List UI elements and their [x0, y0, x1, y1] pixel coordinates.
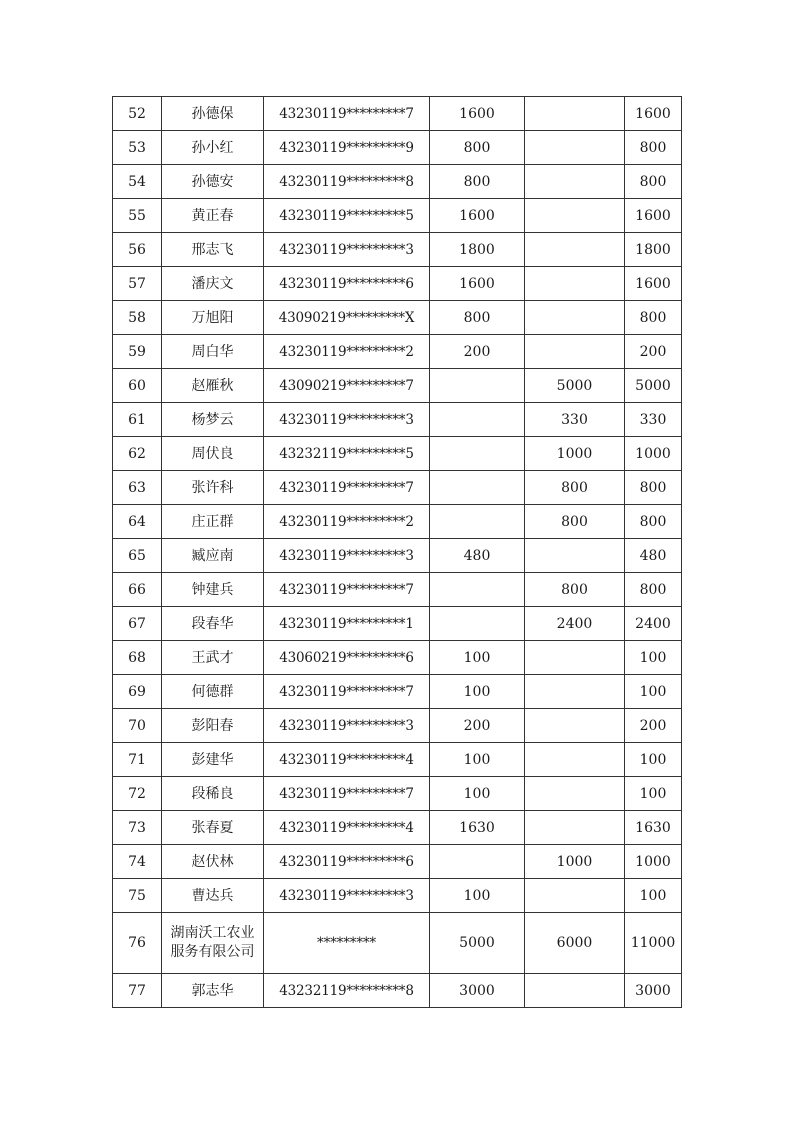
id-number-cell: 43230119*********3	[264, 709, 430, 743]
table-row	[113, 97, 682, 131]
row-number-cell: 53	[113, 131, 162, 165]
amount-b-cell	[525, 335, 625, 369]
row-number-cell: 63	[113, 471, 162, 505]
table-row	[113, 974, 682, 1008]
name-cell: 赵雁秋	[162, 369, 264, 403]
id-number-cell: 43232119*********5	[264, 437, 430, 471]
row-number-cell: 68	[113, 641, 162, 675]
total-cell: 1600	[625, 199, 682, 233]
table-row	[113, 301, 682, 335]
amount-a-cell	[430, 369, 525, 403]
total-cell: 2400	[625, 607, 682, 641]
total-cell: 800	[625, 301, 682, 335]
name-cell: 周白华	[162, 335, 264, 369]
table-row	[113, 539, 682, 573]
amount-a-cell: 3000	[430, 974, 525, 1008]
total-cell: 1600	[625, 267, 682, 301]
name-cell: 何德群	[162, 675, 264, 709]
amount-a-cell: 100	[430, 777, 525, 811]
row-number-cell: 71	[113, 743, 162, 777]
id-number-cell: 43230119*********6	[264, 267, 430, 301]
amount-a-cell: 200	[430, 335, 525, 369]
amount-b-cell	[525, 974, 625, 1008]
total-cell: 800	[625, 471, 682, 505]
id-number-cell: 43090219*********7	[264, 369, 430, 403]
row-number-cell: 65	[113, 539, 162, 573]
amount-b-cell: 2400	[525, 607, 625, 641]
table-row	[113, 811, 682, 845]
row-number-cell: 64	[113, 505, 162, 539]
id-number-cell: 43230119*********9	[264, 131, 430, 165]
id-number-cell: 43230119*********3	[264, 233, 430, 267]
name-cell: 孙小红	[162, 131, 264, 165]
id-number-cell: 43230119*********7	[264, 471, 430, 505]
table-row	[113, 879, 682, 913]
amount-b-cell: 1000	[525, 437, 625, 471]
table-row	[113, 131, 682, 165]
name-cell: 臧应南	[162, 539, 264, 573]
name-cell: 钟建兵	[162, 573, 264, 607]
total-cell: 330	[625, 403, 682, 437]
amount-a-cell: 480	[430, 539, 525, 573]
row-number-cell: 57	[113, 267, 162, 301]
total-cell: 800	[625, 573, 682, 607]
row-number-cell: 56	[113, 233, 162, 267]
total-cell: 3000	[625, 974, 682, 1008]
row-number-cell: 76	[113, 913, 162, 974]
row-number-cell: 54	[113, 165, 162, 199]
amount-a-cell: 100	[430, 743, 525, 777]
name-cell: 郭志华	[162, 974, 264, 1008]
table-row	[113, 641, 682, 675]
table-row	[113, 845, 682, 879]
row-number-cell: 75	[113, 879, 162, 913]
amount-b-cell: 330	[525, 403, 625, 437]
id-number-cell: 43230119*********8	[264, 165, 430, 199]
id-number-cell: 43230119*********3	[264, 539, 430, 573]
total-cell: 200	[625, 709, 682, 743]
total-cell: 800	[625, 131, 682, 165]
total-cell: 1630	[625, 811, 682, 845]
amount-a-cell: 800	[430, 131, 525, 165]
amount-b-cell	[525, 675, 625, 709]
total-cell: 1800	[625, 233, 682, 267]
id-number-cell: 43230119*********3	[264, 403, 430, 437]
amount-b-cell	[525, 301, 625, 335]
total-cell: 200	[625, 335, 682, 369]
table-row	[113, 913, 682, 974]
row-number-cell: 59	[113, 335, 162, 369]
amount-a-cell	[430, 505, 525, 539]
name-cell: 孙德安	[162, 165, 264, 199]
amount-a-cell	[430, 845, 525, 879]
row-number-cell: 72	[113, 777, 162, 811]
amount-b-cell: 800	[525, 573, 625, 607]
amount-b-cell	[525, 879, 625, 913]
amount-a-cell: 100	[430, 675, 525, 709]
name-cell: 孙德保	[162, 97, 264, 131]
name-cell: 潘庆文	[162, 267, 264, 301]
table-row	[113, 165, 682, 199]
row-number-cell: 58	[113, 301, 162, 335]
amount-a-cell	[430, 573, 525, 607]
total-cell: 5000	[625, 369, 682, 403]
row-number-cell: 67	[113, 607, 162, 641]
row-number-cell: 52	[113, 97, 162, 131]
amount-a-cell	[430, 437, 525, 471]
id-number-cell: 43230119*********7	[264, 777, 430, 811]
amount-a-cell: 200	[430, 709, 525, 743]
amount-b-cell	[525, 97, 625, 131]
name-cell: 万旭阳	[162, 301, 264, 335]
amount-b-cell: 1000	[525, 845, 625, 879]
id-number-cell: 43230119*********2	[264, 505, 430, 539]
row-number-cell: 77	[113, 974, 162, 1008]
total-cell: 800	[625, 165, 682, 199]
table-row	[113, 437, 682, 471]
amount-a-cell: 100	[430, 641, 525, 675]
amount-a-cell: 1600	[430, 267, 525, 301]
total-cell: 100	[625, 777, 682, 811]
amount-a-cell: 1630	[430, 811, 525, 845]
id-number-cell: 43230119*********3	[264, 879, 430, 913]
amount-b-cell	[525, 233, 625, 267]
id-number-cell: 43230119*********4	[264, 743, 430, 777]
amount-b-cell	[525, 539, 625, 573]
table-body	[113, 97, 682, 1008]
row-number-cell: 73	[113, 811, 162, 845]
total-cell: 800	[625, 505, 682, 539]
table-row	[113, 505, 682, 539]
table-row	[113, 335, 682, 369]
amount-b-cell	[525, 777, 625, 811]
total-cell: 1000	[625, 437, 682, 471]
name-cell: 段稀良	[162, 777, 264, 811]
id-number-cell: 43230119*********6	[264, 845, 430, 879]
id-number-cell: 43230119*********7	[264, 675, 430, 709]
table-row	[113, 743, 682, 777]
id-number-cell: 43230119*********2	[264, 335, 430, 369]
total-cell: 1000	[625, 845, 682, 879]
amount-b-cell	[525, 641, 625, 675]
amount-a-cell	[430, 607, 525, 641]
total-cell: 100	[625, 879, 682, 913]
amount-a-cell: 800	[430, 301, 525, 335]
id-number-cell: 43230119*********5	[264, 199, 430, 233]
amount-b-cell	[525, 165, 625, 199]
name-cell: 赵伏林	[162, 845, 264, 879]
name-cell: 彭阳春	[162, 709, 264, 743]
name-cell: 张许科	[162, 471, 264, 505]
amount-b-cell	[525, 199, 625, 233]
amount-a-cell: 800	[430, 165, 525, 199]
total-cell: 100	[625, 641, 682, 675]
table-row	[113, 233, 682, 267]
id-number-cell: 43232119*********8	[264, 974, 430, 1008]
amount-b-cell	[525, 743, 625, 777]
table-row	[113, 369, 682, 403]
name-cell: 杨梦云	[162, 403, 264, 437]
row-number-cell: 62	[113, 437, 162, 471]
amount-b-cell: 800	[525, 471, 625, 505]
amount-a-cell: 1600	[430, 199, 525, 233]
name-cell: 王武才	[162, 641, 264, 675]
amount-a-cell: 1600	[430, 97, 525, 131]
amount-b-cell	[525, 811, 625, 845]
amount-b-cell: 800	[525, 505, 625, 539]
id-number-cell: 43230119*********1	[264, 607, 430, 641]
data-table	[112, 96, 682, 1008]
row-number-cell: 60	[113, 369, 162, 403]
amount-a-cell	[430, 471, 525, 505]
total-cell: 480	[625, 539, 682, 573]
name-cell: 彭建华	[162, 743, 264, 777]
id-number-cell: *********	[264, 913, 430, 974]
row-number-cell: 74	[113, 845, 162, 879]
row-number-cell: 61	[113, 403, 162, 437]
name-cell: 庄正群	[162, 505, 264, 539]
table-row	[113, 675, 682, 709]
name-cell: 邢志飞	[162, 233, 264, 267]
table-row	[113, 471, 682, 505]
amount-a-cell: 100	[430, 879, 525, 913]
amount-a-cell: 1800	[430, 233, 525, 267]
amount-b-cell: 6000	[525, 913, 625, 974]
id-number-cell: 43230119*********4	[264, 811, 430, 845]
table-row	[113, 607, 682, 641]
table-row	[113, 573, 682, 607]
row-number-cell: 66	[113, 573, 162, 607]
name-cell: 黄正春	[162, 199, 264, 233]
table-row	[113, 267, 682, 301]
name-cell: 张春夏	[162, 811, 264, 845]
id-number-cell: 43060219*********6	[264, 641, 430, 675]
name-cell: 周伏良	[162, 437, 264, 471]
row-number-cell: 69	[113, 675, 162, 709]
id-number-cell: 43230119*********7	[264, 573, 430, 607]
amount-b-cell	[525, 131, 625, 165]
table-row	[113, 777, 682, 811]
amount-a-cell: 5000	[430, 913, 525, 974]
amount-b-cell	[525, 709, 625, 743]
total-cell: 1600	[625, 97, 682, 131]
amount-a-cell	[430, 403, 525, 437]
name-cell: 曹达兵	[162, 879, 264, 913]
row-number-cell: 70	[113, 709, 162, 743]
total-cell: 100	[625, 743, 682, 777]
name-cell: 段春华	[162, 607, 264, 641]
name-cell: 湖南沃工农业服务有限公司	[162, 913, 264, 974]
table-row	[113, 709, 682, 743]
total-cell: 11000	[625, 913, 682, 974]
amount-b-cell: 5000	[525, 369, 625, 403]
table-row	[113, 199, 682, 233]
id-number-cell: 43090219*********X	[264, 301, 430, 335]
row-number-cell: 55	[113, 199, 162, 233]
amount-b-cell	[525, 267, 625, 301]
total-cell: 100	[625, 675, 682, 709]
table-row	[113, 403, 682, 437]
id-number-cell: 43230119*********7	[264, 97, 430, 131]
